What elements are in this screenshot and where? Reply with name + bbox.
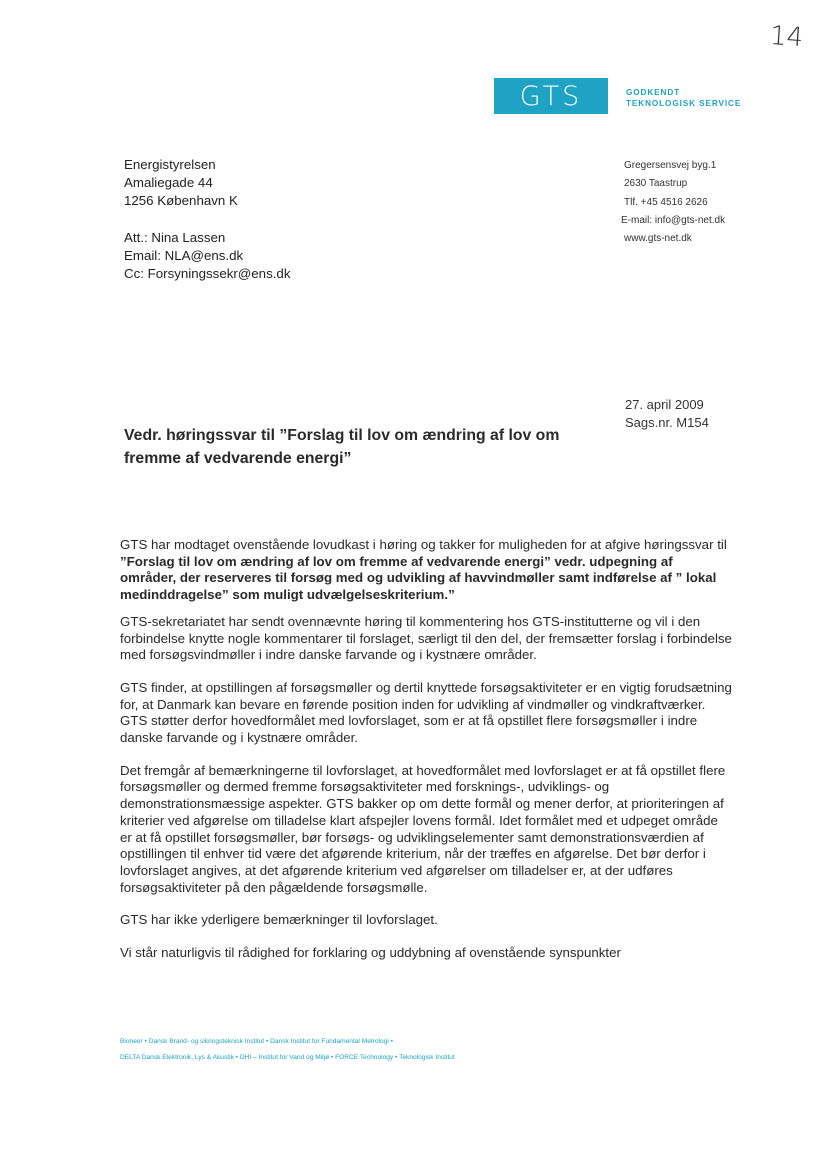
sender-city: 2630 Taastrup: [624, 178, 688, 190]
paragraph-5: GTS har ikke yderligere bemærkninger til lovforslaget.: [120, 912, 438, 928]
gts-logo: [494, 78, 608, 114]
tagline-line-1: GODKENDT: [626, 88, 681, 97]
recipient-street: Amaliegade 44: [124, 175, 213, 191]
paragraph-2: GTS-sekretariatet har sendt ovennævnte høring til kommentering hos GTS-institutterne og vil i den forbindelse knytte nogle kommentarer til forslaget, særligt til den del, der fremsætter forslag i forbindelse med forsøgsvindmøller i indre danske farvande og i kystnære områder.: [120, 613, 732, 663]
letter-date: 27. april 2009: [625, 397, 704, 412]
recipient-address: [124, 156, 290, 283]
recipient-city: 1256 København K: [124, 193, 238, 209]
sender-phone: Tlf. +45 4516 2626: [624, 196, 708, 208]
sender-email: E-mail: info@gts-net.dk: [621, 214, 726, 226]
footer-line-2: DELTA Dansk Elektronik, Lys & Akustik • DHI – Institut for Vand og Miljø • FORCE Technology • Teknologisk Institut: [120, 1054, 455, 1061]
paragraph-3: GTS finder, at opstillingen af forsøgsmøller og dertil knyttede forsøgsaktiviteter er en vigtig forudsætning for, at Danmark kan bevare en førende position inden for udvikling af vindmøller og vindkraftværker. GTS støtter derfor hovedformålet med lovforslaget, som er at få opstillet flere forsøgsmøller i indre danske farvande og i kystnære områder.: [120, 679, 732, 746]
tagline-line-2: TEKNOLOGISK SERVICE: [626, 99, 742, 108]
paragraph-6: Vi står naturligvis til rådighed for forklaring og uddybning af ovenstående synspunkter: [120, 945, 621, 961]
recipient-name: Energistyrelsen: [124, 157, 216, 172]
logo-text: GTS: [519, 80, 583, 112]
logo-tagline: [626, 87, 741, 109]
paragraph-4: Det fremgår af bemærkningerne til lovforslaget, at hovedformålet med lovforslaget er at få opstillet flere forsøgsmøller og dermed fremme forsøgsaktiviteter med forsknings-, udviklings- og demonstrationsmæssige aspekter. GTS bakker op om dette formål og mener derfor, at prioriteringen af kriterier ved afgørelse om tilladelse klart afspejler lovens formål. Idet formålet med et udpeget område er at få opstillet forsøgsmøller, bør forsøgs- og udviklingselementer samt demonstrationsværdien af opstillingen til enhver tid være det afgørende kriterium, når der træffes en afgørelse. Det bør derfor i lovforslaget angives, at det afgørende kriterium ved afgørelser om tilladelser er, at der udføres forsøgsaktiviteter på den pågældende forsøgsmølle.: [120, 762, 726, 895]
paragraph-1-intro: GTS har modtaget ovenstående lovudkast i høring og takker for muligheden for at afgive høringssvar til: [120, 537, 727, 552]
paragraph-1-bold: ”Forslag til lov om ændring af lov om fremme af vedvarende energi” vedr. udpegning af områder, der reserveres til forsøg med og udvikling af havvindmøller samt indførelse af ” lokal medinddragelse” som muligt udvælgelseskriterium.”: [120, 553, 717, 603]
recipient-cc: Cc: Forsyningssekr@ens.dk: [124, 266, 291, 282]
case-number: Sags.nr. M154: [625, 415, 709, 430]
recipient-email: Email: NLA@ens.dk: [124, 247, 244, 263]
sender-address: [621, 157, 726, 248]
sender-web: www.gts-net.dk: [624, 233, 692, 245]
sender-street: Gregersensvej byg.1: [624, 160, 717, 171]
subject-heading: Vedr. høringssvar til ”Forslag til lov om ændring af lov om fremme af vedvarende energi”: [124, 427, 560, 467]
recipient-att: Att.: Nina Lassen: [124, 229, 226, 245]
paragraph-1: [120, 537, 732, 604]
date-block: [625, 396, 709, 432]
letter-body: [120, 537, 732, 978]
footer-line-1: Bioneer • Dansk Brand- og sikringsteknisk Institut • Dansk Institut for Fundamental Metrologi •: [120, 1038, 393, 1045]
footer-members: [120, 1034, 455, 1066]
handwritten-page-number: 14: [768, 20, 805, 54]
